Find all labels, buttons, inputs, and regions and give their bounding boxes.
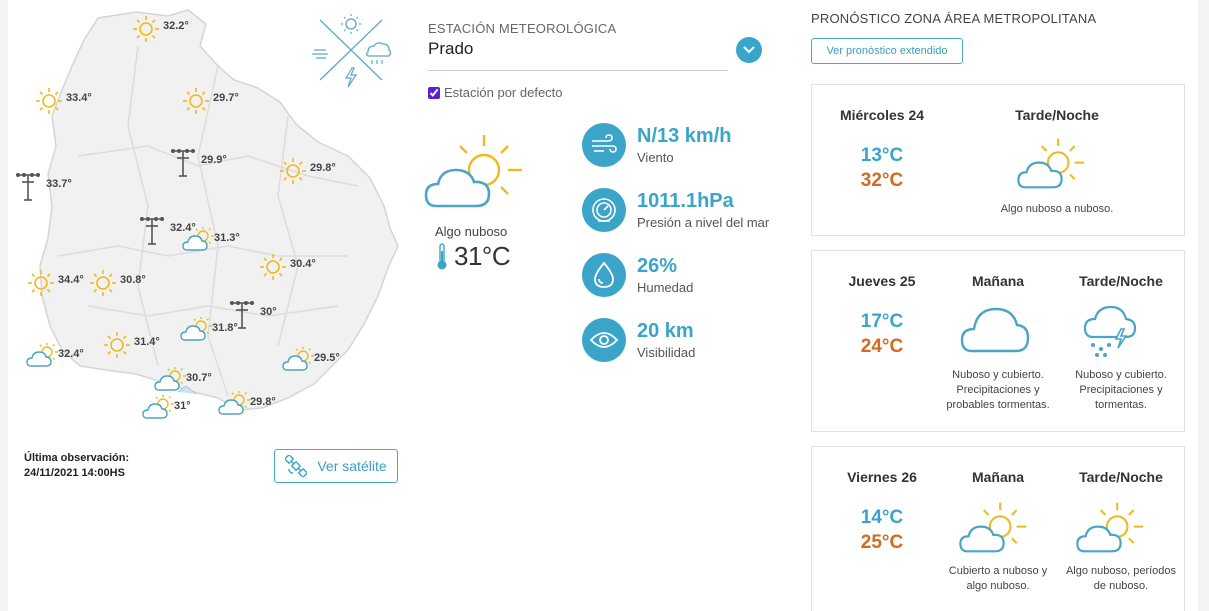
metric-wind-label: Viento — [637, 150, 674, 165]
last-observation-time: 24/11/2021 14:00HS — [24, 467, 125, 479]
last-observation — [24, 451, 129, 481]
partly-cloudy-icon[interactable] — [218, 390, 252, 421]
thermometer-icon — [436, 243, 448, 271]
chevron-down-icon — [743, 46, 755, 54]
forecast-period-name: Tarde/Noche — [1079, 469, 1163, 485]
partly-cloudy-icon[interactable] — [180, 316, 214, 347]
sun-icon[interactable] — [34, 86, 64, 121]
wind-icon — [582, 123, 626, 167]
satellite-icon — [285, 455, 307, 477]
map-station-temp: 29.5° — [314, 352, 340, 364]
forecast-card-day-3 — [811, 446, 1185, 611]
map-station-temp: 29.8° — [250, 396, 276, 408]
forecast-title: PRONÓSTICO ZONA ÁREA METROPOLITANA — [811, 11, 1097, 26]
forecast-period-name: Tarde/Noche — [1015, 107, 1099, 123]
metric-wind — [582, 123, 812, 169]
metric-visibility-value: 20 km — [637, 320, 694, 342]
map-station-temp: 29.7° — [213, 92, 239, 104]
map-station-temp: 31.8° — [212, 322, 238, 334]
current-condition: Algo nuboso — [435, 224, 508, 239]
map-station-temp: 33.4° — [66, 92, 92, 104]
station-select[interactable] — [428, 38, 728, 71]
forecast-max-temp: 25°C — [860, 532, 904, 553]
map-station-temp: 30° — [260, 306, 277, 318]
sun-icon[interactable] — [181, 86, 211, 121]
forecast-period-desc: Nuboso y cubierto. Precipitaciones y probables tormentas. — [946, 369, 1050, 411]
metric-pressure — [582, 188, 812, 234]
forecast-day-name: Jueves 25 — [848, 273, 916, 289]
sun-icon[interactable] — [88, 268, 118, 303]
map-station-temp: 31° — [174, 400, 191, 412]
current-temperature — [436, 241, 510, 272]
map-station-temp: 30.7° — [186, 372, 212, 384]
map-station-temp: 30.8° — [120, 274, 146, 286]
pressure-icon — [582, 188, 626, 232]
forecast-min-temp: 14°C — [860, 507, 904, 528]
partly-cloudy-icon[interactable] — [282, 346, 316, 377]
tower-icon[interactable] — [138, 216, 166, 251]
metric-humidity-label: Humedad — [637, 280, 694, 295]
weather-legend-icon — [310, 12, 392, 88]
partly-cloudy-icon — [1017, 135, 1087, 198]
metric-humidity — [582, 253, 812, 299]
humidity-icon — [582, 253, 626, 297]
map-station-temp: 29.9° — [201, 154, 227, 166]
forecast-card-day-2 — [811, 250, 1185, 432]
metric-humidity-value: 26% — [637, 255, 678, 277]
partly-cloudy-icon[interactable] — [182, 226, 216, 257]
sun-icon[interactable] — [26, 268, 56, 303]
forecast-period-desc: Cubierto a nuboso y algo nuboso. — [948, 565, 1048, 592]
forecast-min-temp: 13°C — [860, 145, 904, 166]
map-station-temp: 34.4° — [58, 274, 84, 286]
satellite-button-label: Ver satélite — [317, 458, 387, 474]
storm-icon — [1083, 305, 1139, 366]
sun-icon[interactable] — [102, 330, 132, 365]
forecast-min-temp: 17°C — [860, 311, 904, 332]
map-station-temp: 32.2° — [163, 20, 189, 32]
cloud-icon — [960, 303, 1030, 360]
partly-cloudy-icon — [959, 499, 1029, 562]
forecast-period-name: Tarde/Noche — [1079, 273, 1163, 289]
tower-icon[interactable] — [169, 148, 197, 183]
metric-visibility-label: Visibilidad — [637, 345, 696, 360]
forecast-period-desc: Algo nuboso a nuboso. — [1000, 203, 1114, 215]
forecast-card-day-1 — [811, 84, 1185, 236]
satellite-button[interactable] — [274, 449, 398, 483]
visibility-icon — [582, 318, 626, 362]
current-temperature-value: 31°C — [454, 241, 511, 271]
map-station-temp: 32.4° — [58, 348, 84, 360]
partly-cloudy-icon[interactable] — [154, 366, 188, 397]
map-station-temp: 33.7° — [46, 178, 72, 190]
partly-cloudy-icon[interactable] — [26, 342, 60, 373]
station-selected-value: Prado — [428, 39, 474, 58]
map-station-temp: 32.4° — [170, 222, 196, 234]
sun-icon[interactable] — [278, 156, 308, 191]
default-station-checkbox-input[interactable] — [428, 87, 440, 99]
forecast-max-temp: 24°C — [860, 336, 904, 357]
forecast-period-name: Mañana — [971, 273, 1025, 289]
forecast-period-desc: Algo nuboso, períodos de nuboso. — [1065, 565, 1177, 592]
partly-cloudy-icon — [424, 130, 526, 214]
tower-icon[interactable] — [14, 172, 42, 207]
forecast-period-desc: Nuboso y cubierto. Precipitaciones y tormentas. — [1075, 369, 1167, 411]
metric-pressure-label: Presión a nivel del mar — [637, 215, 770, 230]
forecast-period-name: Mañana — [971, 469, 1025, 485]
default-station-checkbox[interactable] — [428, 85, 563, 100]
forecast-max-temp: 32°C — [860, 170, 904, 191]
metric-visibility — [582, 318, 812, 364]
station-section-label: ESTACIÓN METEOROLÓGICA — [428, 21, 617, 36]
sun-icon[interactable] — [131, 14, 161, 49]
forecast-day-name: Miércoles 24 — [839, 107, 925, 123]
map-station-temp: 29.8° — [310, 162, 336, 174]
metric-wind-value: N/13 km/h — [637, 125, 732, 147]
map-station-temp: 30.4° — [290, 258, 316, 270]
forecast-day-name: Viernes 26 — [847, 469, 917, 485]
sun-icon[interactable] — [258, 252, 288, 287]
map-station-temp: 31.3° — [214, 232, 240, 244]
metric-pressure-value: 1011.1hPa — [637, 190, 734, 212]
partly-cloudy-icon[interactable] — [142, 394, 176, 425]
last-observation-label: Última observación: — [24, 452, 130, 464]
default-station-label: Estación por defecto — [444, 85, 563, 100]
partly-cloudy-icon — [1076, 499, 1146, 562]
map-station-temp: 31.4° — [134, 336, 160, 348]
extended-forecast-button[interactable]: Ver pronóstico extendido — [811, 38, 963, 64]
station-dropdown-button[interactable] — [736, 37, 762, 63]
